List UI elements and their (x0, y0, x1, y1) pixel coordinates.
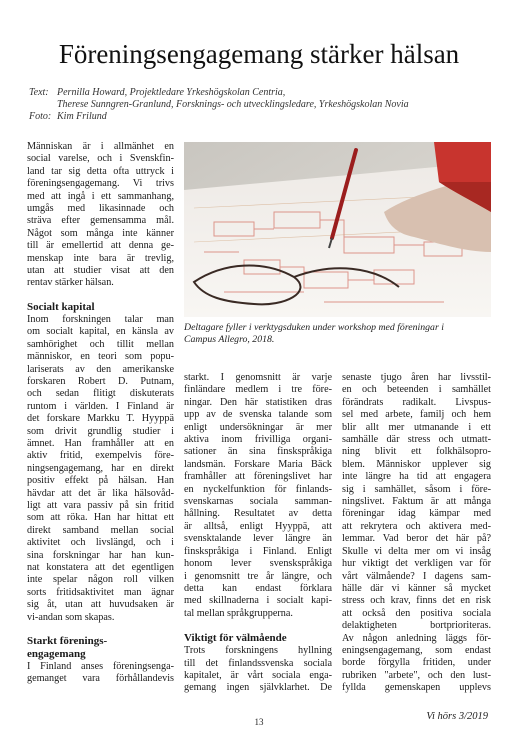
text-line: är alltså, enligt Hyyppä, att (184, 520, 332, 532)
text-line: sträva efter gemensamma mål. (27, 215, 174, 227)
text-line: sina forskningar har han kun- (27, 549, 174, 561)
text-line: Trots forskningens hyllning (184, 645, 332, 657)
text-line: som drivit grundlig studier i (27, 425, 174, 437)
body-column-1 (27, 141, 174, 686)
text-line: inte spelar någon roll vilken (27, 574, 174, 586)
text-line: lariserats av den amerikanske (27, 363, 174, 375)
text-line: eningsengagemang, som endast (342, 644, 491, 656)
text-line: svenskarnas sociala samman- (184, 496, 332, 508)
text-line: blir allt mer utmanande i ett (342, 421, 491, 433)
article-photo (184, 142, 491, 317)
text-line: kapitalet, är vårt sociala enga- (184, 669, 332, 681)
text-line: finländare medlem i tre före- (184, 384, 332, 396)
text-line: ämnet. Han framhåller att en (27, 437, 174, 449)
text-line: aktivitet och livslängd, och i (27, 537, 174, 549)
text-line: senaste tjugo åren har livsstil- (342, 372, 491, 383)
text-line: forskaren Robert D. Putnam, (27, 375, 174, 387)
text-line: Skulle vi delta mer om vi insåg (342, 545, 491, 557)
paragraph-starkt (27, 661, 174, 686)
text-line: upp av de svenska talande som (184, 409, 332, 421)
text-line: hävdar att det är lika hälsovåd- (27, 487, 174, 499)
text-line: människor, en teori som popu- (27, 351, 174, 363)
text-line: Något som många inte känner (27, 227, 174, 239)
text-line: sig i samhället, såsom i före- (342, 483, 491, 495)
text-line: nat konstatera att det egentligen (27, 562, 174, 573)
text-line: gemanget vara förhållandevis (27, 673, 174, 685)
text-line: ning blivit ett folkhälsopro- (342, 446, 491, 458)
article-title: Föreningsengagemang stärker hälsan (58, 39, 460, 69)
text-line: ningar. Den här statistiken dras (184, 396, 332, 408)
photographer-name: Kim Frilund (57, 111, 107, 122)
text-line: sel med arbete, familj och hem (342, 409, 491, 421)
text-line: land tar sig detta ofta uttryck i (27, 165, 174, 177)
paragraph-livsstil (342, 372, 491, 695)
text-line: förändrats radikalt. Livspus- (342, 396, 491, 408)
text-line: till är emellertid att denna ge- (27, 240, 174, 252)
workshop-photo-illustration (184, 142, 491, 317)
text-line: svensktalande lever längre än (184, 533, 332, 545)
text-line: med att ingå i ett sammanhang, (27, 190, 174, 202)
text-line: Av någon anledning läggs för- (342, 632, 491, 644)
text-line: landsmän. Forskare Maria Bäck (184, 458, 332, 470)
text-line: stress och krav, finns det en risk (342, 595, 491, 607)
text-line: umgås med likasinnade och (27, 203, 174, 215)
text-line: hälle där vi känner så mycket (342, 582, 491, 594)
caption-line-1: Deltagare fyller i verktygsduken under workshop med föreningar i (184, 322, 444, 333)
text-line: enligt undersökningar är mer (184, 421, 332, 433)
text-label: Text: (29, 87, 49, 98)
text-line: positiv effekt på hälsan. Han (27, 475, 174, 487)
text-line: samhälle där stress och utmatt- (342, 434, 491, 446)
author-credit-2 (29, 99, 518, 111)
text-line: vårt välmående? I dagens sam- (342, 570, 491, 582)
text-line: och sedan flitigt diskuterats (27, 388, 174, 400)
text-line: tal mellan språkgrupperna. (184, 607, 293, 619)
text-line: hållning. Resultatet av detta (184, 508, 332, 520)
text-line: gemang ingen självklarhet. De (184, 682, 332, 694)
text-line: runtom i världen. I Finland är (27, 400, 174, 412)
text-line: aktiva inom frivilliga organi- (184, 434, 332, 446)
text-line: en och beteenden i samhället (342, 384, 491, 396)
text-line: social varelse, och i Svenskfin- (27, 153, 174, 165)
text-line: hur viktigt det verkligen var för (342, 558, 491, 570)
text-line: lemmar. Vad beror det här på? (342, 533, 491, 545)
text-line: detta kan endast förklara (184, 582, 332, 594)
text-line: samhörighet och tillit mellan (27, 338, 174, 350)
text-line: det forskare Markku T. Hyyppä (27, 413, 174, 425)
caption-line-2: Campus Allegro, 2018. (184, 334, 275, 345)
text-line: borde förgylla fritiden, under (342, 657, 491, 669)
author-credit (29, 87, 499, 99)
text-line: delaktigheten bortprioriteras. (342, 620, 491, 632)
text-line: framhåller att föreningslivet har (184, 471, 332, 483)
text-line: med skillnaderna i socialt kapi- (184, 595, 332, 607)
text-line: att också den positiva sociala (342, 607, 491, 619)
journal-issue: Vi hörs 3/2019 (426, 711, 488, 722)
text-line: ningsengagemang, har en direkt (27, 462, 174, 474)
text-line: i genomsnitt tre år längre, och (184, 570, 332, 582)
text-line: ligt att vara passiv på sin fritid (27, 499, 174, 511)
text-line: rubriken "arbete", och den lust- (342, 669, 491, 681)
text-line: föreningsengagemang. Vi trivs (27, 178, 174, 190)
body-column-2 (184, 372, 332, 695)
subheading-line: Starkt förenings- (27, 635, 108, 648)
photo-credit (29, 111, 499, 123)
photo-caption (184, 322, 491, 346)
page-number: 13 (254, 717, 264, 727)
text-line: sorts fritidsaktivitet man ägnar (27, 586, 174, 598)
text-line: utan att studier visat att den (27, 265, 174, 277)
text-line: föreningar idag kämpar med (342, 508, 491, 520)
text-line: Inom forskningen talar man (27, 313, 174, 325)
text-line: vi-andan som skapas. (27, 611, 115, 623)
paragraph-socialt-kapital (27, 314, 174, 624)
paragraph-viktigt (184, 645, 332, 695)
text-line: menskap inte bara är trevlig, (27, 252, 174, 264)
subheading-line: engagemang (27, 648, 86, 661)
author-line-1: Pernilla Howard, Projektledare Yrkeshögskolan Centria, (57, 87, 286, 98)
text-line: en nyckelfunktion för finlands- (184, 483, 332, 495)
text-line: direkt samband mellan social (27, 524, 174, 536)
author-line-2: Therese Sunngren-Granlund, Forsknings- och utvecklingsledare, Yrkeshögskolan Novia (57, 99, 409, 110)
text-line: ningslivet. Faktum är att många (342, 496, 491, 508)
paragraph-statistics (184, 372, 332, 620)
text-line: sationer än sina finskspråkiga (184, 446, 332, 458)
text-line: honom lever svenskspråkiga (184, 558, 332, 570)
subheading-socialt-kapital: Socialt kapital (27, 300, 95, 313)
text-line: att rekrytera och aktivera med- (342, 520, 491, 532)
subheading-starkt-foreningsengagemang (27, 635, 174, 661)
text-line: till det finlandssvenska sociala (184, 657, 332, 669)
text-line: starkt. I genomsnitt är varje (184, 372, 332, 383)
text-line: som att röka. Han har hittat ett (27, 512, 174, 524)
intro-paragraph (27, 141, 174, 290)
subheading-viktigt-for-valmaende: Viktigt för välmående (184, 632, 287, 645)
text-line: Människan är i allmänhet en (27, 141, 174, 152)
text-line: rentav stärker hälsan. (27, 277, 114, 289)
photo-label: Foto: (29, 111, 52, 122)
text-line: I Finland anses föreningsenga- (27, 661, 174, 673)
text-line: finskspråkiga i Finland. Enligt (184, 545, 332, 557)
text-line: aktiv fritid, exempelvis före- (27, 450, 174, 462)
text-line: om socialt kapital, en känsla av (27, 326, 174, 338)
text-line: inte längre ha tid att engagera (342, 471, 491, 483)
text-line: fyllda gemenskapen upplevs (342, 682, 491, 694)
body-column-3 (342, 372, 491, 695)
text-line: sig åt, utan att huvudsaken är (27, 599, 174, 611)
text-line: blem. Människor upplever sig (342, 458, 491, 470)
